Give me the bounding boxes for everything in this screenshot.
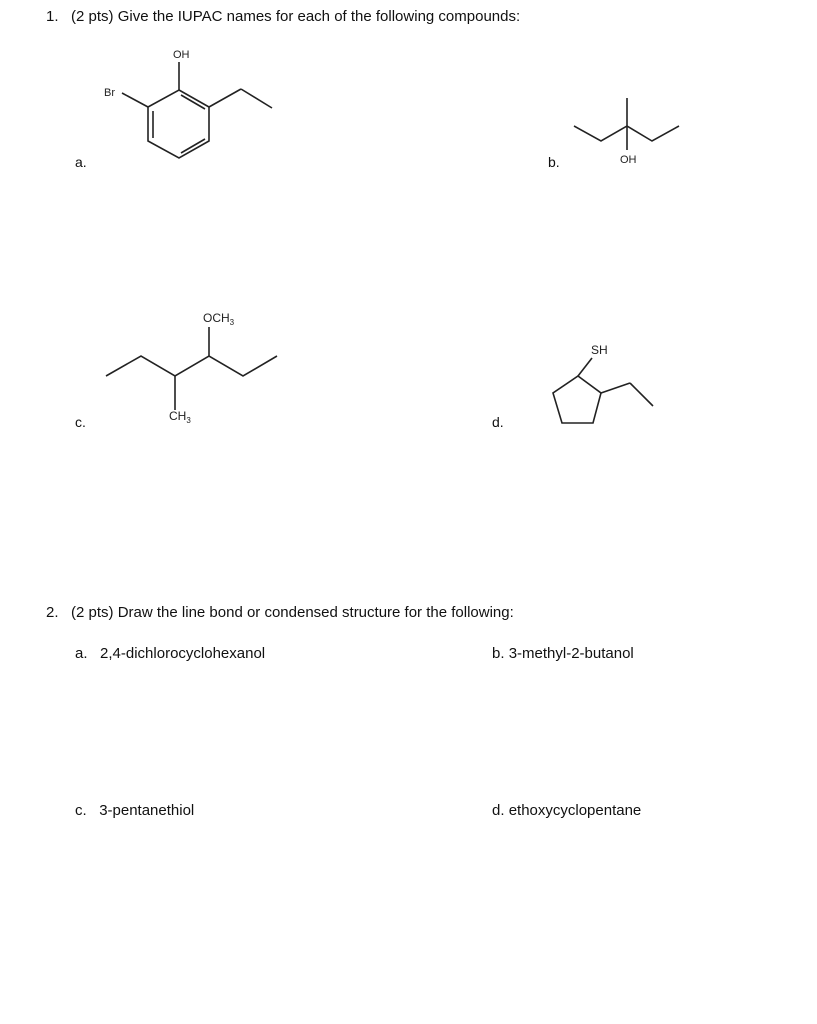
c-och-text: OCH: [203, 311, 230, 325]
q2-item-c: [75, 802, 194, 819]
question-2-text: (2 pts) Draw the line bond or condensed structure for the following:: [71, 604, 514, 621]
q2-item-a-name: 2,4-dichlorocyclohexanol: [100, 645, 266, 662]
question-2-number: 2.: [46, 604, 59, 621]
q2-item-d: [492, 802, 641, 819]
a-oh-text: OH: [173, 49, 190, 61]
part-d-label: d.: [492, 414, 504, 430]
c-och-subscript: 3: [229, 318, 235, 327]
c-ch-subscript: 3: [186, 416, 191, 425]
part-a-label: a.: [75, 154, 87, 170]
q2-item-b: [492, 645, 634, 662]
a-br-text: Br: [104, 87, 115, 99]
sh-bond: [578, 358, 592, 376]
q2-item-b-label: b.: [492, 645, 505, 662]
q2-item-a-label: a.: [75, 645, 88, 662]
cyclopentane-ring: [553, 376, 601, 423]
part-b-label: b.: [548, 154, 560, 170]
ethyl-bond: [630, 383, 653, 406]
question-2-heading: [46, 604, 514, 621]
c-ch-text: CH: [169, 409, 187, 423]
q2-item-a: [75, 645, 265, 662]
part-c-label: c.: [75, 414, 86, 430]
question-1-text: (2 pts) Give the IUPAC names for each of the following compounds:: [71, 8, 521, 25]
q2-item-b-name: 3-methyl-2-butanol: [508, 645, 634, 662]
ethyl-bond: [601, 383, 630, 393]
q2-item-c-label: c.: [75, 802, 87, 819]
question-1-number: 1.: [46, 8, 59, 25]
d-sh-text: SH: [591, 343, 608, 357]
q2-item-d-label: d.: [492, 802, 505, 819]
b-oh-text: OH: [620, 154, 637, 166]
q2-item-d-name: ethoxycyclopentane: [508, 802, 642, 819]
q2-item-c-name: 3-pentanethiol: [99, 802, 195, 819]
